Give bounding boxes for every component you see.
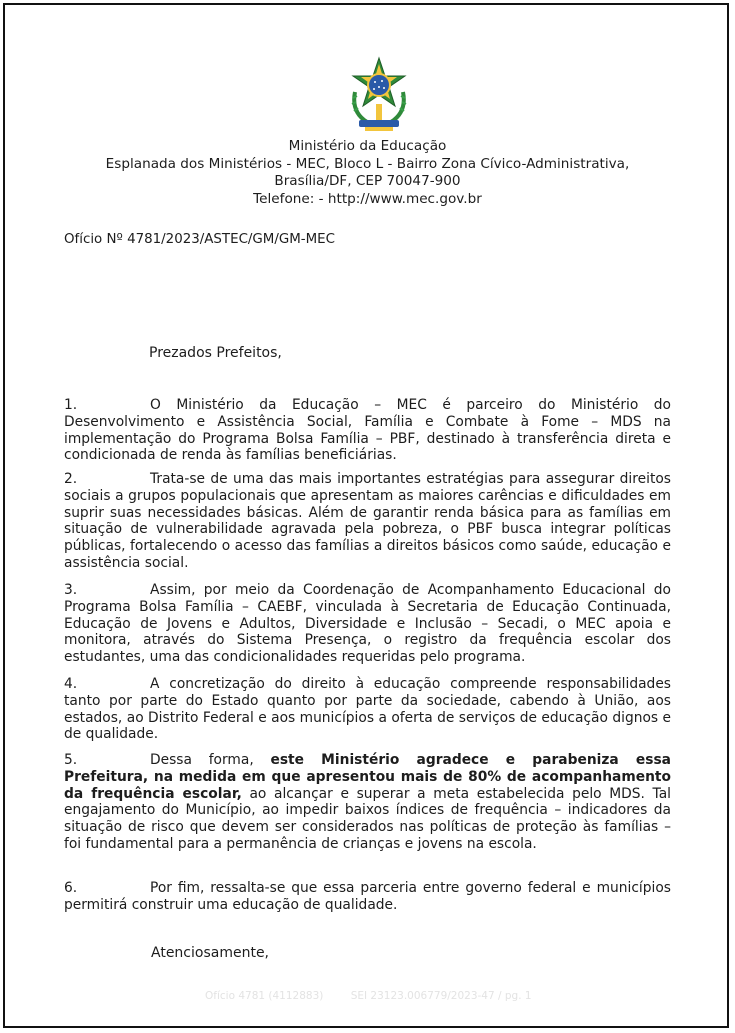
letterhead — [0, 138, 735, 208]
paragraph-number: 2. — [64, 471, 78, 487]
footer-process-id: SEI 23123.006779/2023-47 / pg. 1 — [350, 990, 532, 1002]
paragraph-5 — [64, 752, 671, 853]
paragraph-6 — [64, 880, 671, 914]
ministry-name: Ministério da Educação — [288, 138, 447, 154]
footer — [205, 990, 556, 1002]
paragraph-text: O Ministério da Educação – MEC é parceiro do Ministério do Desenvolvimento e Assistência Social, Família e Combate à Fome – MDS na implementação do Programa Bolsa Família – PBF, destinado à transferência direta e condicionada de renda às famílias beneficiárias. — [64, 397, 671, 464]
paragraph-text-lead: Dessa forma, — [150, 752, 271, 768]
paragraph-text: Assim, por meio da Coordenação de Acompanhamento Educacional do Programa Bolsa Família – CAEBF, vinculada à Secretaria de Educação Continuada, Educação de Jovens e Adultos, Diversidade e Inclusão – Secadi, o MEC apoia e monitora, através do Sistema Presença, o registro da frequência escolar dos estudantes, uma das condicionalidades requeridas pelo programa. — [64, 582, 671, 666]
paragraph-number: 4. — [64, 676, 78, 692]
ministry-address: Esplanada dos Ministérios - MEC, Bloco L - Bairro Zona Cívico-Administrativa, — [105, 155, 630, 172]
ministry-city: Brasília/DF, CEP 70047-900 — [274, 173, 461, 189]
paragraph-text: A concretização do direito à educação compreende responsabilidades tanto por parte do Estado quanto por parte da sociedade, cabendo à União, aos estados, ao Distrito Federal e aos municípios a oferta de serviços de educação dignos e de qualidade. — [64, 676, 671, 743]
salutation: Prezados Prefeitos, — [149, 345, 282, 361]
paragraph-number: 3. — [64, 582, 78, 598]
paragraph-3 — [64, 582, 671, 666]
paragraph-number: 5. — [64, 752, 78, 768]
document-reference: Ofício Nº 4781/2023/ASTEC/GM/GM-MEC — [64, 232, 335, 247]
closing: Atenciosamente, — [151, 945, 270, 961]
footer-document-id: Ofício 4781 (4112883) — [205, 990, 324, 1002]
paragraph-2 — [64, 471, 671, 572]
paragraph-number: 6. — [64, 880, 78, 896]
ministry-phone: Telefone: - http://www.mec.gov.br — [253, 190, 482, 207]
paragraph-number: 1. — [64, 397, 78, 413]
paragraph-text-tail: ao alcançar e superar a meta estabelecida pelo MDS. Tal engajamento do Município, ao impedir baixos índices de frequência – indicadores da situação de risco que devem ser considerados nas políticas de proteção às famílias – foi fundamental para a permanência de crianças e jovens na escola. — [64, 785, 671, 852]
paragraph-text: Por fim, ressalta-se que essa parceria entre governo federal e municípios permitirá construir uma educação de qualidade. — [64, 880, 671, 913]
paragraph-1 — [64, 397, 671, 464]
paragraph-text: Trata-se de uma das mais importantes estratégias para assegurar direitos sociais a grupos populacionais que apresentam as maiores carências e dificuldades em suprir suas necessidades básicas. Além de garantir renda básica para as famílias em situação de vulnerabilidade agravada pela pobreza, o PBF busca integrar políticas públicas, fortalecendo o acesso das famílias a direitos básicos como saúde, educação e assistência social. — [64, 471, 671, 571]
brazil-coat-of-arms-icon — [345, 56, 413, 138]
paragraph-text-bold: este Ministério agradece e parabeniza essa Prefeitura, na medida em que apresentou mais de 80% de acompanhamento da frequência escolar, — [64, 752, 671, 802]
paragraph-4 — [64, 676, 671, 743]
